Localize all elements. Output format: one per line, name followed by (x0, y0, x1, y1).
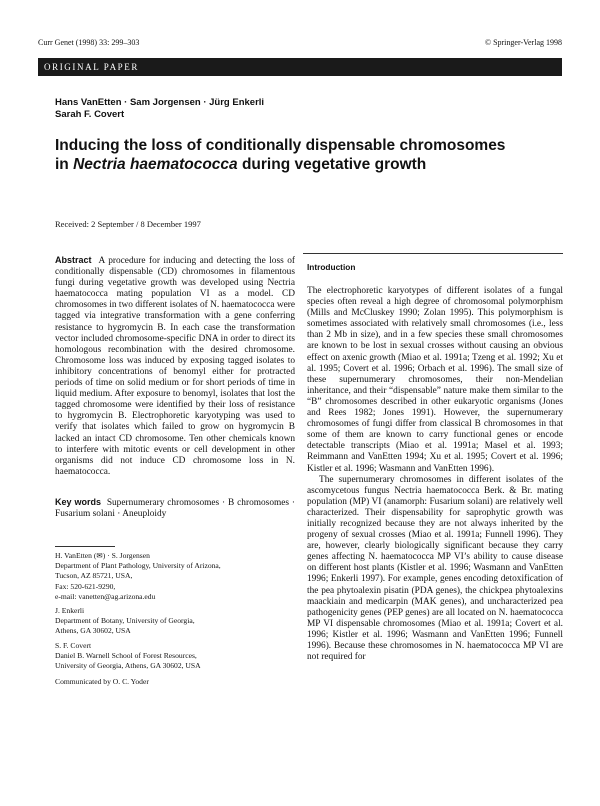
keywords-text: Supernumerary chromosomes · B chromosomes · Fusarium solani · Aneuploidy (55, 498, 296, 520)
author-line-1: Hans VanEtten · Sam Jorgensen · Jürg Enkerli (55, 97, 265, 108)
copyright-notice: © Springer-Verlag 1998 (484, 38, 562, 47)
introduction-divider (303, 253, 563, 254)
affil-1-names: H. VanEtten (✉) · S. Jorgensen (55, 551, 150, 560)
journal-reference: Curr Genet (1998) 33: 299–303 (38, 38, 140, 47)
affil-1-email: e-mail: vanetten@ag.arizona.edu (55, 591, 156, 601)
author-list (55, 97, 264, 121)
title-line-2-post: during vegetative growth (237, 156, 427, 173)
affil-1-dept: Department of Plant Pathology, University of Arizona, (55, 561, 221, 571)
affil-3-dept: Daniel B. Warnell School of Forest Resources, (55, 650, 197, 660)
author-line-2: Sarah F. Covert (55, 109, 125, 120)
paper-title (55, 136, 555, 174)
introduction-heading: Introduction (307, 262, 356, 272)
communicated-by: Communicated by O. C. Yoder (55, 677, 149, 687)
received-dates: Received: 2 September / 8 December 1997 (55, 219, 201, 229)
abstract-text: A procedure for inducing and detecting the loss of conditionally dispensable (CD) chromosomes in filamentous fungi during vegetative growth was developed using Nectria haematococca mating population VI as a model. CD chromosomes in two different isolates of N. haematococca were tagged via integrative transformation with a gene conferring resistance to hygromycin B. In each case the transformation vector included chromosome-specific DNA in order to direct its homologous recombination with the desired chromosome. Chromosome loss was induced by exposing tagged isolates to inhibitory concentrations of benomyl either for protracted periods of time on solid medium or for short periods of time in liquid medium. After exposure to benomyl, isolates that lost the tagged chromosome were identified by their loss of resistance to hygromycin B. Electrophoretic karyotyping was used to verify that isolates which failed to grow on hygromycin B lacked an intact CD chromosome. Ten other chemicals known to interfere with mitotic events or cell development in other organisms did not induce CD chromosome loss in N. haematococca. (55, 256, 295, 477)
section-label-bar: ORIGINAL PAPER (38, 58, 562, 76)
affiliation-enkerli (55, 606, 295, 637)
title-line-1: Inducing the loss of conditionally dispensable chromosomes (55, 137, 506, 154)
keywords (55, 497, 295, 520)
title-line-2-pre: in (55, 156, 74, 173)
intro-paragraph-2: The supernumerary chromosomes in different isolates of the ascomycetous fungus Nectria haematococca Berk. & Br. mating population (MP) VI (anamorph: Fusarium solani) are relatively well characterized. Their dispensability for saprophytic growth was initially recognized because they are not always inherited by the progeny of sexual crosses (Miao et al. 1991a; Funnell 1996). They are, however, clearly biologically significant because they carry genes affecting N. haematococca MP VI’s ability to cause disease on different host plants (Kistler et al. 1996; Wasmann and VanEtten 1996; Enkerli 1997). For example, genes encoding detoxification of the pea phytoalexin pisatin (PDA genes), the chickpea phytoalexins maackiain and medicarpin (MAK genes), and uncharacterized pea pathogenicity genes (PEP genes) are all located on N. haematococca MP VI dispensable chromosomes (Miao et al. 1991a; Covert et al. 1996; Kistler et al. 1996; Wasmann and VanEtten 1996; Funnell 1996). Because these chromosomes in N. haematococca MP VI are not required for (307, 474, 563, 663)
affil-3-city: University of Georgia, Athens, GA 30602, USA (55, 661, 201, 671)
intro-paragraph-1: The electrophoretic karyotypes of different isolates of a fungal species often reveal a high degree of chromosomal polymorphism (Mills and McCluskey 1990; Zolan 1995). This polymorphism is sometimes associated with relatively small chromosomes (i.e., less than 2 Mb in size), and in a few species these small chromosomes are known to be lost in sexual crosses without causing an obvious effect on axenic growth (Miao et al. 1991a; Tzeng et al. 1992; Xu et al. 1995; Covert et al. 1996; Orbach et al. 1996). The small size of these supernumerary chromosomes, their non-Mendelian inheritance, and their “dispensable” nature make them similar to the “B” chromosomes described in other eukaryotic organisms (Jones and Rees 1982; Jones 1991). However, the supernumerary chromosomes of fungi differ from classical B chromosomes in that some of them are known to carry functional genes or encode detectable transcripts (Miao et al. 1991a; Masel et al. 1993; Reimmann and VanEtten 1994; Xu et al. 1995; Covert et al. 1996; Kistler et al. 1996; Wasmann and VanEtten 1996). (307, 286, 563, 474)
affiliations (55, 551, 295, 691)
affil-2-name: J. Enkerli (55, 606, 85, 616)
affiliation-covert (55, 641, 295, 672)
abstract-label: Abstract (55, 255, 92, 265)
affiliation-divider (55, 546, 115, 547)
affil-1-city: Tucson, AZ 85721, USA, (55, 571, 133, 581)
introduction-body (307, 286, 563, 663)
title-line-2 (55, 155, 555, 174)
affil-1-fax: Fax: 520-621-9290, (55, 581, 116, 591)
affil-2-dept: Department of Botany, University of Georgia, (55, 616, 195, 626)
keywords-label: Key words (55, 497, 102, 507)
affil-2-city: Athens, GA 30602, USA (55, 626, 131, 636)
affiliation-vanetten (55, 551, 295, 602)
abstract (55, 255, 295, 478)
affil-3-name: S. F. Covert (55, 640, 92, 650)
title-species-name: Nectria haematococca (73, 156, 238, 173)
